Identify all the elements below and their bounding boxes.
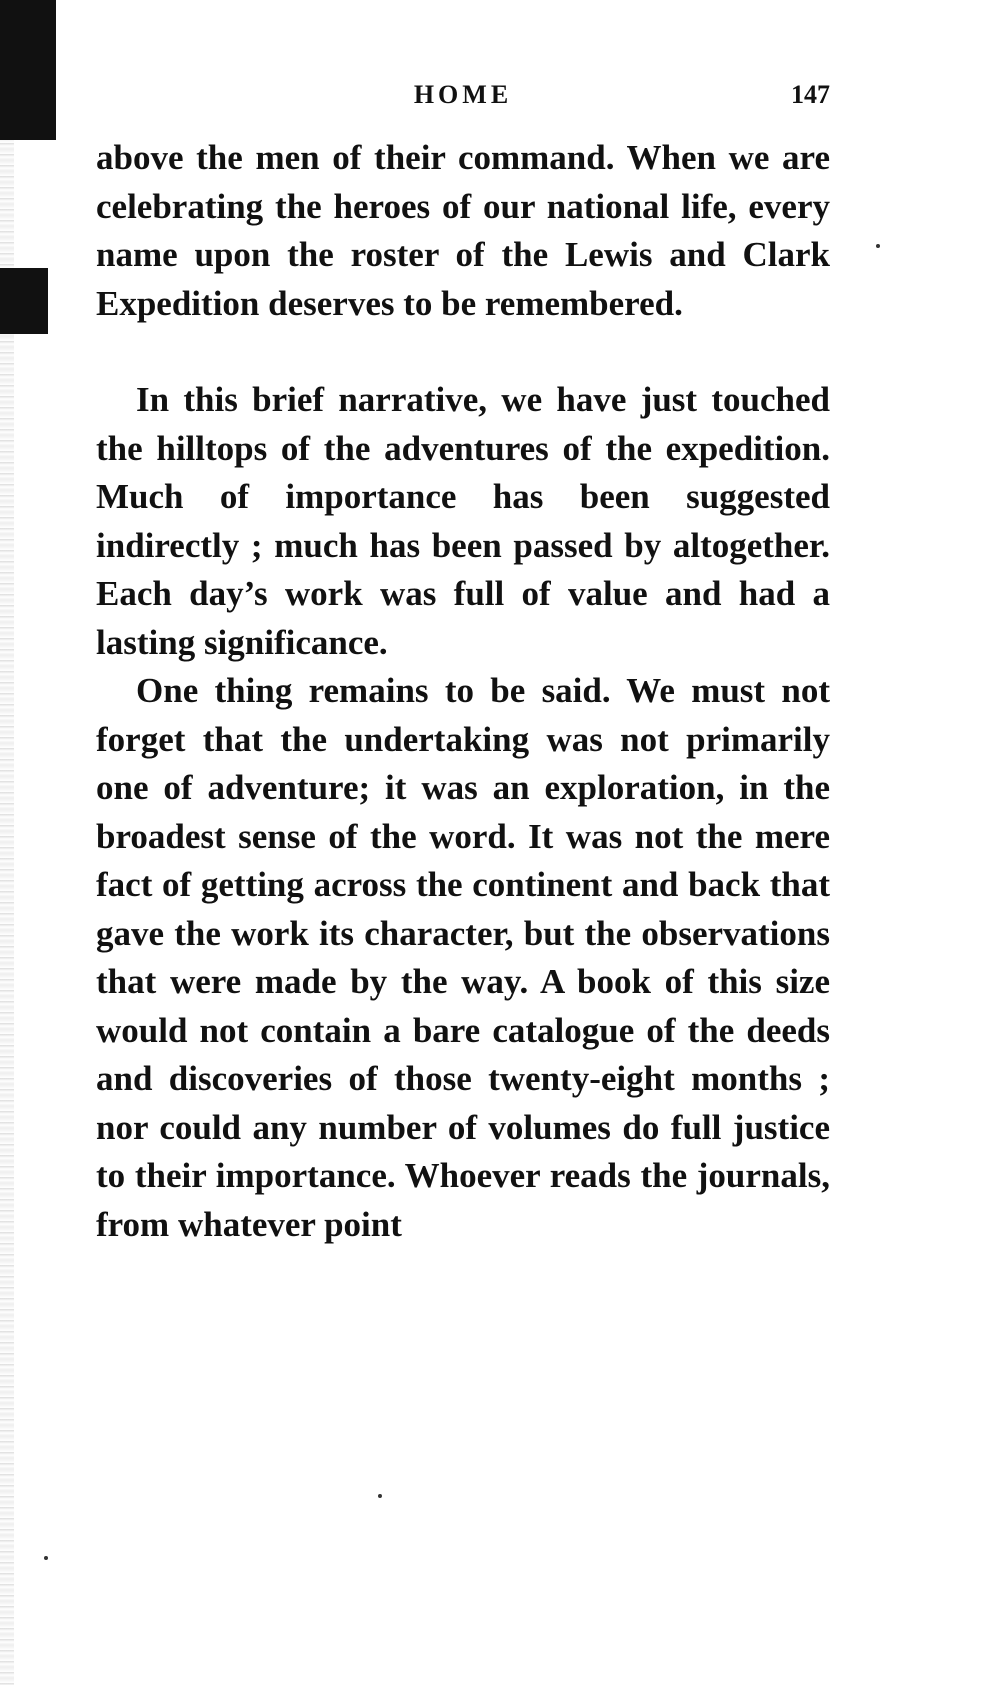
running-head-title: HOME: [413, 80, 513, 109]
scan-speck: [876, 244, 880, 248]
paragraph-continued: above the men of their command. When we are celebrating the heroes of our national life, every name upon the roster of the Lewis and Clark Expedition deserves to be remembered.: [96, 138, 830, 323]
paragraph-narrative: In this brief narrative, we have just touched the hilltops of the adventures of the expedition. Much of importance has been suggested indirectly ; much has been passed by altogether. Each day’s work was full of value and had a lasting significance.: [96, 380, 830, 662]
page-binding-edge: [0, 0, 14, 1685]
body-text: [96, 134, 830, 1249]
scan-speck: [44, 1556, 48, 1560]
running-head: [96, 80, 830, 120]
page-number: 147: [791, 80, 830, 109]
paragraph-exploration: One thing remains to be said. We must not forget that the undertaking was not primarily one of adventure; it was an exploration, in the broadest sense of the word. It was not the mere fact of getting across the continent and back that gave the work its character, but the observations that were made by the way. A book of this size would not contain a bare catalogue of the deeds and discoveries of those twenty-eight months ; nor could any number of volumes do full justice to their importance. Whoever reads the journals, from whatever point: [96, 671, 830, 1244]
scan-artifact-middle: [0, 268, 48, 334]
scan-speck: [378, 1494, 382, 1498]
scan-artifact-top: [0, 0, 56, 140]
